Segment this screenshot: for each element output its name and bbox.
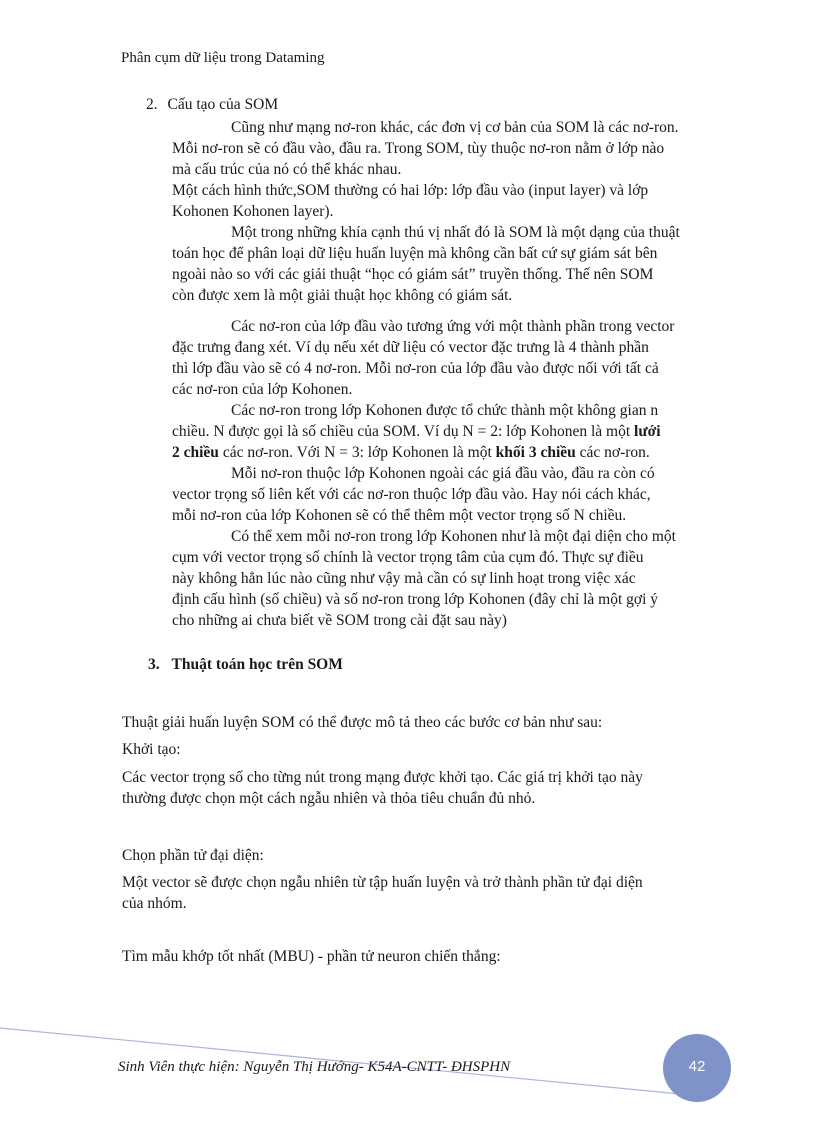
paragraph-line: các nơ-ron của lớp Kohonen. (172, 381, 353, 398)
paragraph-line: cụm với vector trọng số chính là vector trọng tâm của cụm đó. Thực sự điều (172, 549, 644, 566)
section-2-heading (146, 96, 278, 114)
paragraph-line: Cũng như mạng nơ-ron khác, các đơn vị cơ bản của SOM là các nơ-ron. (231, 119, 679, 136)
bmu-heading: Tìm mẫu khớp tốt nhất (MBU) - phần tử neuron chiến thắng: (122, 948, 501, 965)
select-text (122, 872, 740, 914)
paragraph-line: Mỗi nơ-ron thuộc lớp Kohonen ngoài các giá đầu vào, đầu ra còn có (231, 465, 655, 482)
section-3-title: Thuật toán học trên SOM (171, 656, 343, 673)
section-3-heading (148, 656, 343, 674)
paragraph-line: Mỗi nơ-ron sẽ có đầu vào, đầu ra. Trong SOM, tùy thuộc nơ-ron nằm ở lớp nào (172, 140, 665, 157)
section-3-number: 3. (148, 656, 160, 673)
section-2-title: Cấu tạo của SOM (167, 96, 279, 113)
paragraph-line: thì lớp đầu vào sẽ có 4 nơ-ron. Mỗi nơ-ron của lớp đầu vào được nối với tất cả (172, 360, 659, 377)
paragraph-line: định cấu hình (số chiều) và số nơ-ron trong lớp Kohonen (đây chỉ là một gợi ý (172, 591, 659, 608)
bold-term: 2 chiều (172, 444, 219, 461)
paragraph-line: Một vector sẽ được chọn ngẫu nhiên từ tập huấn luyện và trở thành phần tử đại diện (122, 874, 643, 891)
paragraph-line: mà cấu trúc của nó có thể khác nhau. (172, 161, 402, 178)
page-number: 42 (688, 1058, 706, 1075)
paragraph-line: Các nơ-ron trong lớp Kohonen được tổ chức thành một không gian n (231, 402, 659, 419)
paragraph-line: đặc trưng đang xét. Ví dụ nếu xét dữ liệu có vector đặc trưng là 4 thành phần (172, 339, 649, 356)
paragraph-line (172, 421, 739, 442)
select-heading: Chọn phần tử đại diện: (122, 847, 264, 864)
paragraph-line: Kohonen Kohonen layer). (172, 203, 334, 220)
section-3-intro: Thuật giải huấn luyện SOM có thể được mô tả theo các bước cơ bản như sau: (122, 714, 603, 731)
section-2-body (172, 117, 739, 306)
paragraph-line: Có thể xem mỗi nơ-ron trong lớp Kohonen như là một đại diện cho một (231, 528, 676, 545)
init-heading: Khởi tạo: (122, 741, 181, 758)
text-run: các nơ-ron. (579, 444, 650, 461)
bold-term: lưới (634, 423, 661, 440)
paragraph-line: toán học để phân loại dữ liệu huấn luyện mà không cần bất cứ sự giám sát bên (172, 245, 658, 262)
paragraph-line: còn được xem là một giải thuật học không có giám sát. (172, 287, 513, 304)
running-header: Phân cụm dữ liệu trong Dataming (121, 50, 325, 66)
text-run: các nơ-ron. Với N = 3: lớp Kohonen là một (222, 444, 492, 461)
paragraph-line: Một cách hình thức,SOM thường có hai lớp: lớp đầu vào (input layer) và lớp (172, 182, 649, 199)
paragraph-line: Một trong những khía cạnh thú vị nhất đó là SOM là một dạng của thuật (231, 224, 680, 241)
bold-term: khối 3 chiều (495, 444, 576, 461)
init-text (122, 767, 740, 809)
text-run: chiều. N được gọi là số chiều của SOM. Ví dụ N = 2: lớp Kohonen là một (172, 423, 631, 440)
paragraph-line: của nhóm. (122, 895, 187, 912)
section-2-number: 2. (146, 96, 158, 113)
paragraph-line: mỗi nơ-ron của lớp Kohonen sẽ có thể thêm một vector trọng số N chiều. (172, 507, 627, 524)
paragraph-line: Các vector trọng số cho từng nút trong mạng được khởi tạo. Các giá trị khởi tạo này (122, 769, 643, 786)
paragraph-line: thường được chọn một cách ngẫu nhiên và thỏa tiêu chuẩn đủ nhỏ. (122, 790, 536, 807)
paragraph-line: Các nơ-ron của lớp đầu vào tương ứng với một thành phần trong vector (231, 318, 675, 335)
paragraph-line: cho những ai chưa biết về SOM trong cài đặt sau này) (172, 612, 507, 629)
paragraph-line: này không hẳn lúc nào cũng như vậy mà cần có sự linh hoạt trong việc xác (172, 570, 636, 587)
section-2-body-continued (172, 316, 739, 631)
paragraph-line (172, 442, 739, 463)
paragraph-line: ngoài nào so với các giải thuật “học có giám sát” truyền thống. Thế nên SOM (172, 266, 654, 283)
paragraph-line: vector trọng số liên kết với các nơ-ron thuộc lớp đầu vào. Hay nói cách khác, (172, 486, 651, 503)
footer-author: Sinh Viên thực hiện: Nguyễn Thị Hướng- K54A-CNTT- ĐHSPHN (118, 1059, 511, 1075)
